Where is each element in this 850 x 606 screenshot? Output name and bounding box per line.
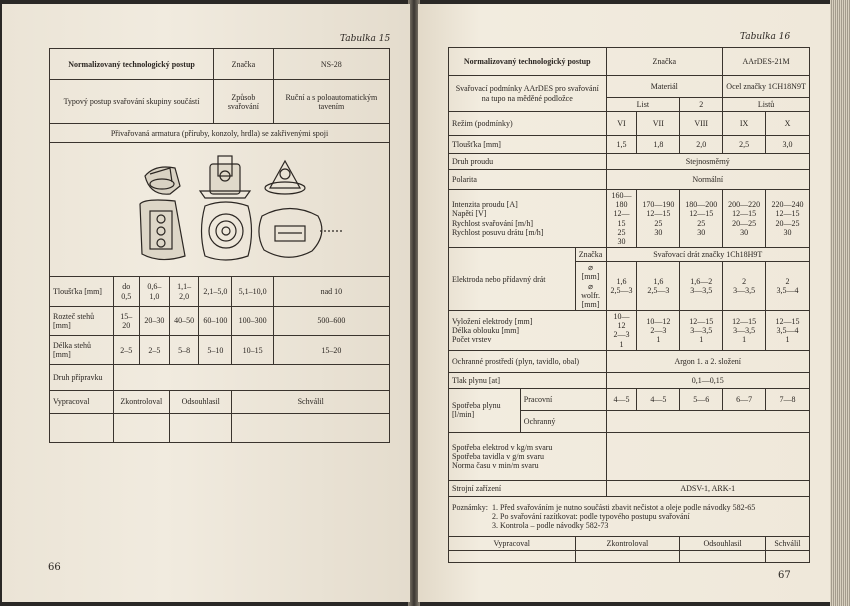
signature-box [232,413,390,442]
cell: 40–50 [169,306,198,335]
cell: 6—7 [723,388,766,410]
vylozeni-labels: Vyložení elektrody [mm] Délka oblouku [mm] Počet vrstev [449,311,607,351]
cell: 15–20 [273,336,389,365]
cell: 1,1–2,0 [169,277,198,306]
signature-vypracoval: Vypracoval [449,536,576,550]
left-page [2,4,410,602]
elektroda-drat: Svařovací drát značky 1Ch18H9T [606,248,810,262]
spotreba-values [606,432,810,480]
signature-schvalil: Schválil [766,536,810,550]
cell: 2,1–5,0 [199,277,232,306]
rezim-ix: IX [723,112,766,136]
signature-box [169,413,231,442]
signature-odsouhlasil: Odsouhlasil [169,390,231,413]
vylozeni-x: 12—15 3,5—4 1 [766,311,810,351]
druh-pripravku-value [113,365,389,390]
drawing-area [50,143,390,277]
cell: 2,5 [723,136,766,154]
cell: 5–10 [199,336,232,365]
cell: 5–8 [169,336,198,365]
cell: 500–600 [273,306,389,335]
table-title: Normalizovaný technologický postup [50,49,214,80]
polarita-value: Normální [606,170,810,190]
signature-vypracoval: Vypracoval [50,390,114,413]
signature-box [680,550,766,562]
cell: 20–30 [139,306,169,335]
signature-schvalil: Schválil [232,390,390,413]
page-edges [830,0,850,606]
material-value: Ocel značky 1CH18N9T [723,76,810,98]
elektroda-vii: 1,6 2,5—3 [637,262,680,311]
signature-box [766,550,810,562]
vylozeni-vii: 10—12 2—3 1 [637,311,680,351]
table-caption: Tabulka 16 [740,32,791,42]
typovy-postup: Typový postup svařování skupiny součástí [50,80,214,124]
params-vii: 170—190 12—15 25 30 [637,190,680,248]
list-label: List [606,98,680,112]
zpusob-value: Ruční a s poloautomatickým tavením [273,80,389,124]
rezim-vii: VII [637,112,680,136]
elektroda-label: Elektroda nebo přídavný drát [449,248,576,311]
params-ix: 200—220 12—15 20—25 30 [723,190,766,248]
params-vi: 160—180 12—15 25 30 [606,190,637,248]
cell: 60–100 [199,306,232,335]
cell: 10–15 [232,336,273,365]
cell: 3,0 [766,136,810,154]
vylozeni-vi: 10—12 2—3 1 [606,311,637,351]
rezim-viii: VIII [680,112,723,136]
elektroda-viii: 1,6—2 3—3,5 [680,262,723,311]
ochranne-label: Ochranné prostředí (plyn, tavidlo, obal) [449,350,607,372]
cell: 7—8 [766,388,810,410]
elektroda-ix: 2 3—3,5 [723,262,766,311]
poznamky: Poznámky: 1. Před svařováním je nutno součásti zbavit nečistot a oleje podle návodky 582-65 2. Po svařování razítkovat: podle typového postupu svařování 3. Kontrola – podle návodky 582-73 [449,496,810,536]
signature-box [575,550,680,562]
cell: 1,8 [637,136,680,154]
params-viii: 180—200 12—15 25 30 [680,190,723,248]
vylozeni-viii: 12—15 3—3,5 1 [680,311,723,351]
ochranny-value [606,410,810,432]
druh-proudu-label: Druh proudu [449,154,607,170]
table-title: Normalizovaný technologický postup [449,48,607,76]
param-label: Rychlost posuvu drátu [m/h] [452,227,544,237]
row-label: Délka stehů [mm] [50,336,114,365]
cell: 4—5 [606,388,637,410]
spotreba-label: Spotřeba plynu [l/min] [449,388,521,432]
spotreba-lines: Spotřeba elektrod v kg/m svaru Spotřeba tavidla v g/m svaru Norma času v min/m svaru [449,432,607,480]
znacka-value: NS-28 [273,49,389,80]
tlak-value: 0,1—0,15 [606,372,810,388]
elektroda-vi: 1,6 2,5—3 [606,262,637,311]
listu-label: Listů [723,98,810,112]
cell: 2–5 [139,336,169,365]
znacka-value: AArDES-21M [723,48,810,76]
part-description: Přivařovaná armatura (příruby, konzoly, hrdla) se zakřivenými spoji [50,124,390,143]
right-page [418,4,830,602]
tlak-label: Tlak plynu [at] [449,372,607,388]
page-number: 67 [778,570,791,581]
signature-box [50,413,114,442]
elektroda-x: 2 3,5—4 [766,262,810,311]
tloustka-label: Tloušťka [mm] [449,136,607,154]
znacka-label: Značka [214,49,274,80]
zpusob-label: Způsob svařování [214,80,274,124]
druh-pripravku-label: Druh přípravku [50,365,114,390]
cell: 2,0 [680,136,723,154]
znacka-label: Značka [606,48,723,76]
cell: 4—5 [637,388,680,410]
technology-table-aardes [448,47,810,563]
pracovni-label: Pracovní [520,388,606,410]
strojni-label: Strojní zařízení [449,480,607,496]
param-label: Rychlost svařování [m/h] [452,218,533,228]
material-label: Materiál [606,76,723,98]
cell: 0,6–1,0 [139,277,169,306]
list-value: 2 [680,98,723,112]
param-label: Napětí [V] [452,209,487,219]
cell: 5,1–10,0 [232,277,273,306]
cell: 15–20 [113,306,139,335]
params-x: 220—240 12—15 20—25 30 [766,190,810,248]
elektroda-znacka: Značka [575,248,606,262]
cell: 100–300 [232,306,273,335]
param-label: Intenzita proudu [A] [452,200,518,210]
rezim-x: X [766,112,810,136]
cell: 2–5 [113,336,139,365]
rezim-label: Režim (podmínky) [449,112,607,136]
row-label: Tloušťka [mm] [50,277,114,306]
page-number: 66 [48,562,61,573]
signature-box [113,413,169,442]
row-label: Rozteč stehů [mm] [50,306,114,335]
rezim-vi: VI [606,112,637,136]
cell: 5—6 [680,388,723,410]
signature-zkontroloval: Zkontroloval [575,536,680,550]
ochranny-label: Ochranný [520,410,606,432]
params-labels [449,190,607,248]
cell: do 0,5 [113,277,139,306]
cell: nad 10 [273,277,389,306]
technology-table-ns28 [49,48,390,443]
parts-drawing [50,146,388,271]
signature-zkontroloval: Zkontroloval [113,390,169,413]
strojni-value: ADSV-1, ARK-1 [606,480,810,496]
signature-box [449,550,576,562]
vylozeni-ix: 12—15 3—3,5 1 [723,311,766,351]
svarovaci-podminky: Svařovací podmínky AArDES pro svařování na tupo na měděné podložce [449,76,607,112]
ochranne-value: Argon 1. a 2. složení [606,350,810,372]
table-caption: Tabulka 15 [340,34,391,44]
signature-odsouhlasil: Odsouhlasil [680,536,766,550]
cell: 1,5 [606,136,637,154]
druh-proudu-value: Stejnosměrný [606,154,810,170]
elektroda-dim: ⌀ [mm] ⌀ wolfr. [mm] [575,262,606,311]
polarita-label: Polarita [449,170,607,190]
